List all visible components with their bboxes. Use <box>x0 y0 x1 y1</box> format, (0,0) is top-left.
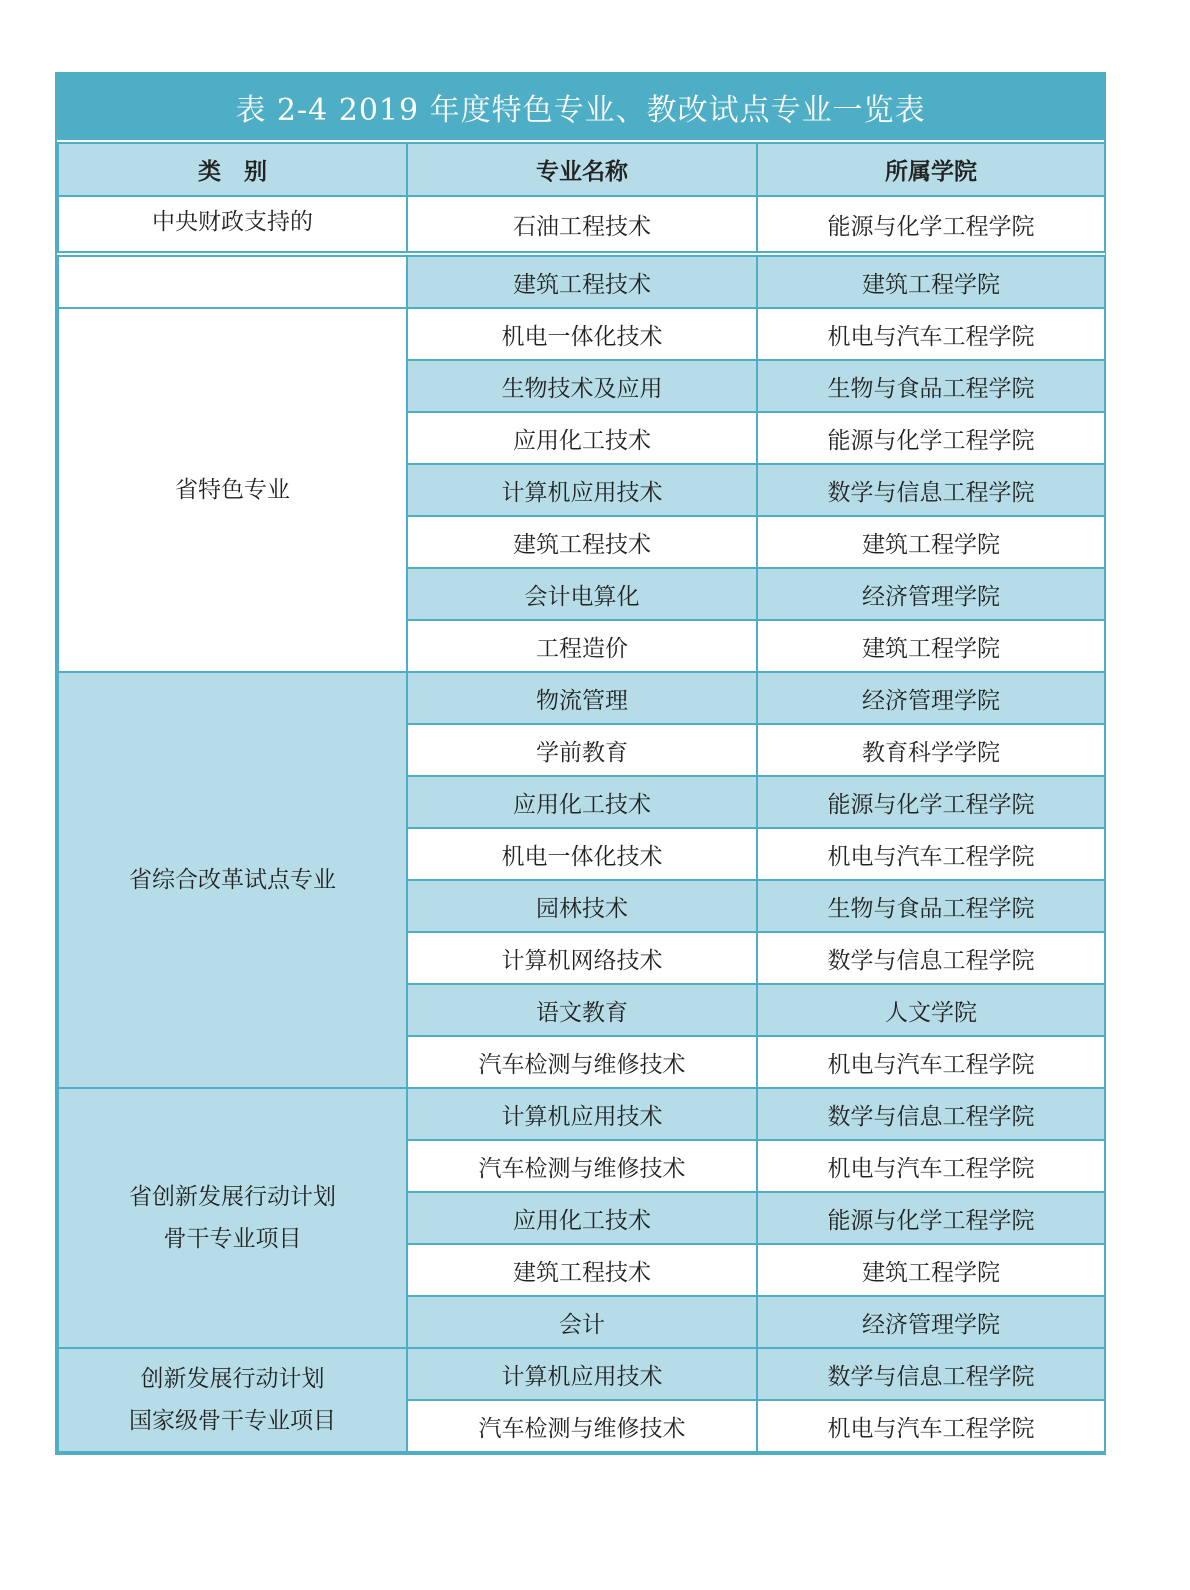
major-name-cell: 石油工程技术 <box>407 196 757 252</box>
college-cell: 数学与信息工程学院 <box>757 1348 1105 1400</box>
major-name-cell: 机电一体化技术 <box>407 308 757 360</box>
major-name-cell: 机电一体化技术 <box>407 828 757 880</box>
major-name-cell: 汽车检测与维修技术 <box>407 1400 757 1452</box>
college-cell: 建筑工程学院 <box>757 620 1105 672</box>
major-name-cell: 计算机网络技术 <box>407 932 757 984</box>
table-row <box>58 256 1105 308</box>
college-cell: 经济管理学院 <box>757 1296 1105 1348</box>
major-name-cell: 会计电算化 <box>407 568 757 620</box>
college-cell: 建筑工程学院 <box>757 516 1105 568</box>
table-row <box>58 308 1105 360</box>
category-cell <box>58 672 407 1088</box>
college-cell: 人文学院 <box>757 984 1105 1036</box>
college-cell: 能源与化学工程学院 <box>757 196 1105 252</box>
table-body <box>58 196 1105 1452</box>
college-cell: 教育科学学院 <box>757 724 1105 776</box>
college-cell: 建筑工程学院 <box>757 1244 1105 1296</box>
major-name-cell: 应用化工技术 <box>407 776 757 828</box>
table-row <box>58 1348 1105 1400</box>
major-name-cell: 学前教育 <box>407 724 757 776</box>
category-label: 中央财政支持的 <box>152 209 313 235</box>
college-cell: 数学与信息工程学院 <box>757 932 1105 984</box>
header-category: 类 别 <box>58 143 407 196</box>
major-name-cell: 园林技术 <box>407 880 757 932</box>
major-name-cell: 工程造价 <box>407 620 757 672</box>
college-cell: 生物与食品工程学院 <box>757 880 1105 932</box>
majors-grid <box>57 142 1106 1453</box>
major-name-cell: 计算机应用技术 <box>407 1088 757 1140</box>
major-name-cell: 建筑工程技术 <box>407 1244 757 1296</box>
major-name-cell: 计算机应用技术 <box>407 464 757 516</box>
category-cell <box>58 256 407 308</box>
major-name-cell: 应用化工技术 <box>407 1192 757 1244</box>
major-name-cell: 建筑工程技术 <box>407 256 757 308</box>
major-name-cell: 物流管理 <box>407 672 757 724</box>
category-cell <box>58 196 407 252</box>
major-name-cell: 汽车检测与维修技术 <box>407 1140 757 1192</box>
college-cell: 机电与汽车工程学院 <box>757 1140 1105 1192</box>
college-cell: 机电与汽车工程学院 <box>757 1400 1105 1452</box>
category-label: 省综合改革试点专业 <box>129 867 336 893</box>
college-cell: 机电与汽车工程学院 <box>757 828 1105 880</box>
majors-table <box>55 72 1106 1455</box>
table-row <box>58 196 1105 252</box>
college-cell: 数学与信息工程学院 <box>757 1088 1105 1140</box>
major-name-cell: 生物技术及应用 <box>407 360 757 412</box>
college-cell: 建筑工程学院 <box>757 256 1105 308</box>
major-name-cell: 计算机应用技术 <box>407 1348 757 1400</box>
category-cell <box>58 1088 407 1348</box>
college-cell: 生物与食品工程学院 <box>757 360 1105 412</box>
category-label: 国家级骨干专业项目 <box>129 1408 336 1434</box>
category-label: 创新发展行动计划 <box>140 1366 325 1392</box>
college-cell: 机电与汽车工程学院 <box>757 1036 1105 1088</box>
header-major: 专业名称 <box>407 143 757 196</box>
college-cell: 能源与化学工程学院 <box>757 412 1105 464</box>
major-name-cell: 汽车检测与维修技术 <box>407 1036 757 1088</box>
category-cell <box>58 308 407 672</box>
category-label: 省创新发展行动计划 <box>129 1184 336 1210</box>
major-name-cell: 建筑工程技术 <box>407 516 757 568</box>
major-name-cell: 会计 <box>407 1296 757 1348</box>
category-label: 骨干专业项目 <box>163 1226 302 1252</box>
category-label: 省特色专业 <box>175 477 290 503</box>
major-name-cell: 语文教育 <box>407 984 757 1036</box>
category-cell <box>58 1348 407 1452</box>
header-college: 所属学院 <box>757 143 1105 196</box>
table-row <box>58 672 1105 724</box>
college-cell: 经济管理学院 <box>757 672 1105 724</box>
college-cell: 机电与汽车工程学院 <box>757 308 1105 360</box>
table-title: 表 2-4 2019 年度特色专业、教改试点专业一览表 <box>57 74 1104 142</box>
college-cell: 能源与化学工程学院 <box>757 1192 1105 1244</box>
table-row <box>58 1088 1105 1140</box>
college-cell: 能源与化学工程学院 <box>757 776 1105 828</box>
college-cell: 经济管理学院 <box>757 568 1105 620</box>
header-row <box>58 143 1105 196</box>
major-name-cell: 应用化工技术 <box>407 412 757 464</box>
college-cell: 数学与信息工程学院 <box>757 464 1105 516</box>
